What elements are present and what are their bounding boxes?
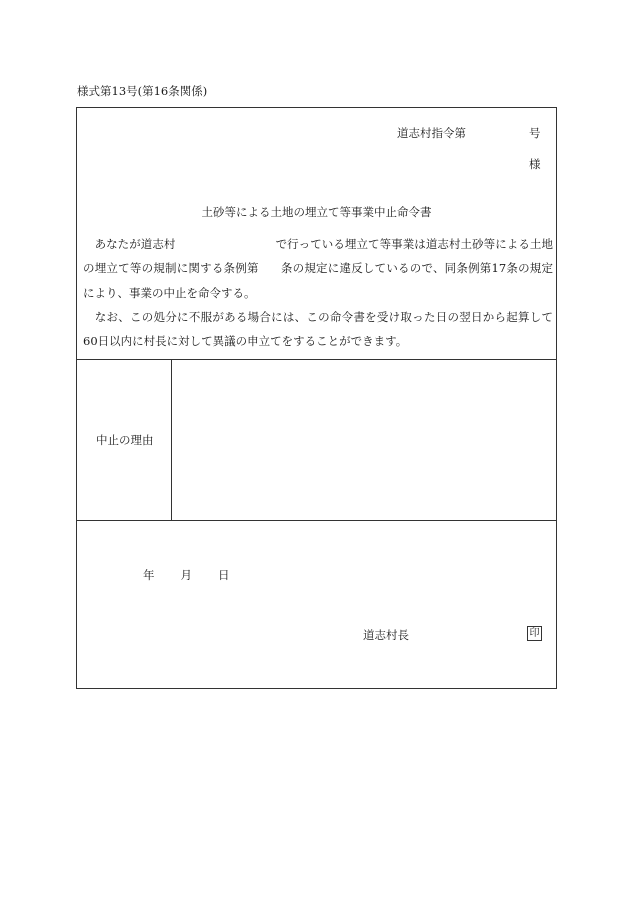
addressee-suffix: 様 <box>529 157 541 171</box>
date-day: 日 <box>218 568 230 582</box>
reason-row <box>77 359 556 521</box>
order-number-suffix: 号 <box>529 126 541 140</box>
reason-value-field[interactable] <box>177 370 547 510</box>
body-text-part-c: 条の規定に違反しているので、同条例第17条の規定により、事業の中止を命令する。 <box>83 261 554 300</box>
appeal-notice: なお、この処分に不服がある場合には、この命令書を受け取った日の翌日から起算して60日以内に村長に対して異議の申立てをすることができます。 <box>83 309 554 349</box>
body-text-part-a: あなたが道志村 <box>94 237 176 251</box>
order-document-frame <box>76 107 557 689</box>
order-body <box>83 232 553 353</box>
date-month: 月 <box>180 568 192 582</box>
reason-label: 中止の理由 <box>96 433 154 447</box>
order-number-prefix: 道志村指令第 <box>397 126 466 140</box>
body-text-part-b: で行っている埋立て等事業は道志村土砂等による土地の埋立て等の規制に関する条例第 <box>83 237 553 276</box>
order-paragraph-1 <box>83 232 553 305</box>
seal-mark: 印 <box>527 626 542 641</box>
document-title: 土砂等による土地の埋立て等事業中止命令書 <box>201 205 432 219</box>
date-year: 年 <box>143 568 155 582</box>
form-number-label: 様式第13号(第16条関係) <box>77 84 208 98</box>
order-paragraph-2 <box>83 305 553 354</box>
date-line <box>143 567 230 583</box>
reason-label-cell <box>77 360 172 520</box>
issuer-title: 道志村長 <box>363 628 409 642</box>
